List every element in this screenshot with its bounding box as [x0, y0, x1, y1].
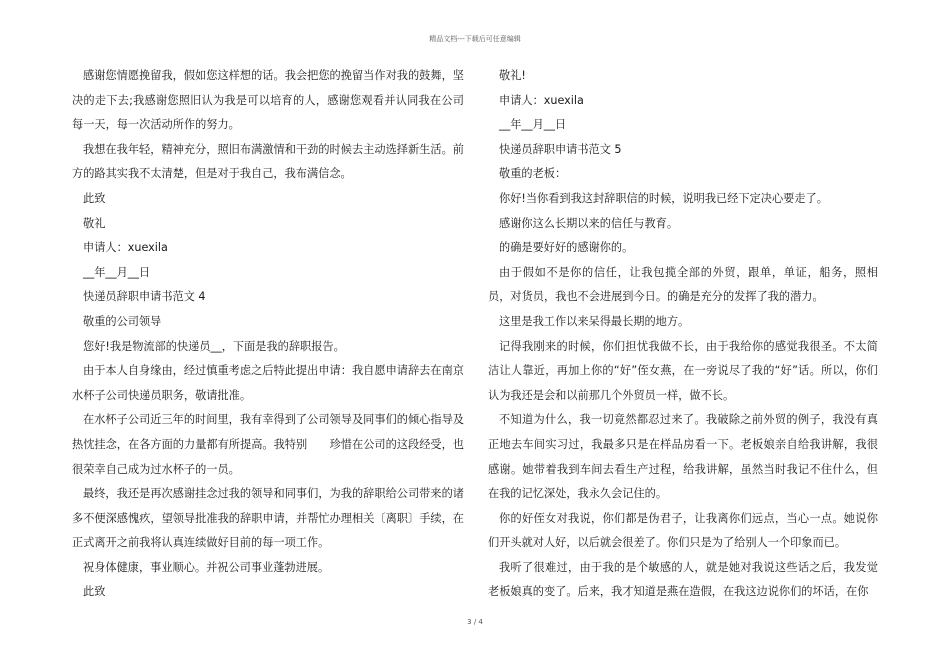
paragraph: 最终，我还是再次感谢挂念过我的领导和同事们，为我的辞职给公司带来的诸多不便深感愧疚，望领导批准我的辞职申请，并帮忙办理相关〔离职〕手续，在正式离开之前我将认真连续做好目前的每一项工作。: [72, 487, 464, 550]
paragraph: 感谢您情愿挽留我，假如您这样想的话。我会把您的挽留当作对我的鼓舞，坚决的走下去;我感谢您照旧认为我是可以培育的人，感谢您观看并认同我在公司每一天，每一次活动所作的努力。: [72, 69, 464, 132]
paragraph: 记得我刚来的时候，你们担忧我做不长，由于我给你的感觉我很圣。不太简洁让人靠近，再加上你的“好”侄女燕，在一旁说尽了我的“好”话。所以，你们认为我还是会和以前那几个外贸员一样，做不长。: [488, 339, 878, 402]
paragraph: 这里是我工作以来呆得最长期的地方。: [499, 314, 690, 328]
page-header: 精品文档---下载后可任意编辑: [429, 35, 521, 43]
paragraph: 在水杯子公司近三年的时间里，我有幸得到了公司领导及同事们的倾心指导及热忱挂念，在各方面的力量都有所提高。我特别 珍惜在公司的这段经受，也很荣幸自己成为过水杯子的一员。: [72, 413, 464, 476]
left-column: [72, 64, 464, 605]
section-title: 快递员辞职申请书范文 4: [83, 290, 206, 304]
closing-line: 此致: [83, 585, 106, 599]
paragraph: 感谢你这么长期以来的信任与教育。: [499, 216, 679, 230]
section-title: 快递员辞职申请书范文 5: [499, 142, 622, 156]
applicant-line: 申请人：xuexila: [499, 93, 584, 107]
date-line: __年__月__日: [499, 118, 567, 132]
paragraph: 由于本人自身缘由，经过慎重考虑之后特此提出申请：我自愿申请辞去在南京水杯子公司快递员职务，敬请批准。: [72, 364, 464, 402]
salutation: 敬重的老板：: [499, 167, 567, 181]
paragraph: 你的好侄女对我说，你们都是伪君子，让我离你们远点，当心一点。她说你们开头就对人好，以后就会很差了。你们只是为了给别人一个印象而已。: [488, 511, 878, 550]
applicant-line: 申请人：xuexila: [83, 241, 168, 255]
paragraph: 您好!我是物流部的快递员__，下面是我的辞职报告。: [83, 339, 345, 353]
paragraph: 由于假如不是你的信任，让我包揽全部的外贸，跟单，单证，船务，照相员，对货员，我也不会进展到今日。的确是充分的发挥了我的潜力。: [488, 265, 878, 304]
closing-line: 此致: [83, 191, 106, 205]
salutation: 敬重的公司领导: [83, 314, 162, 328]
page-number: 3 / 4: [467, 618, 483, 626]
right-column: [488, 64, 878, 605]
paragraph: 祝身体健康，事业顺心。并祝公司事业蓬勃进展。: [83, 560, 330, 574]
date-line: __年__月__日: [83, 265, 151, 279]
paragraph: 我想在我年轻，精神充分，照旧布满激情和干劲的时候去主动选择新生活。前方的路其实我不太清楚，但是对于我自己，我布满信念。: [72, 142, 464, 181]
paragraph: 你好!当你看到我这封辞职信的时候，说明我已经下定决心要走了。: [499, 191, 828, 205]
paragraph: 不知道为什么，我一切竟然都忍过来了。我破除之前外贸的例子，我没有真正地去车间实习过，我最多只是在样品房看一下。老板娘亲自给我讲解，我很感谢。她带着我到车间去看生产过程，给我讲解，虽然当时我记不住什么，但在我的记忆深处，我永久会记住的。: [488, 413, 878, 501]
closing-salute: 敬礼: [83, 216, 106, 230]
paragraph: 我听了很难过，由于我的是个敏感的人，就是她对我说这些话之后，我发觉老板娘真的变了。后来，我才知道是燕在造假，在我这边说你们的坏话，在你: [488, 560, 878, 599]
paragraph: 的确是要好好的感谢你的。: [499, 241, 634, 255]
closing-salute: 敬礼!: [499, 69, 526, 82]
